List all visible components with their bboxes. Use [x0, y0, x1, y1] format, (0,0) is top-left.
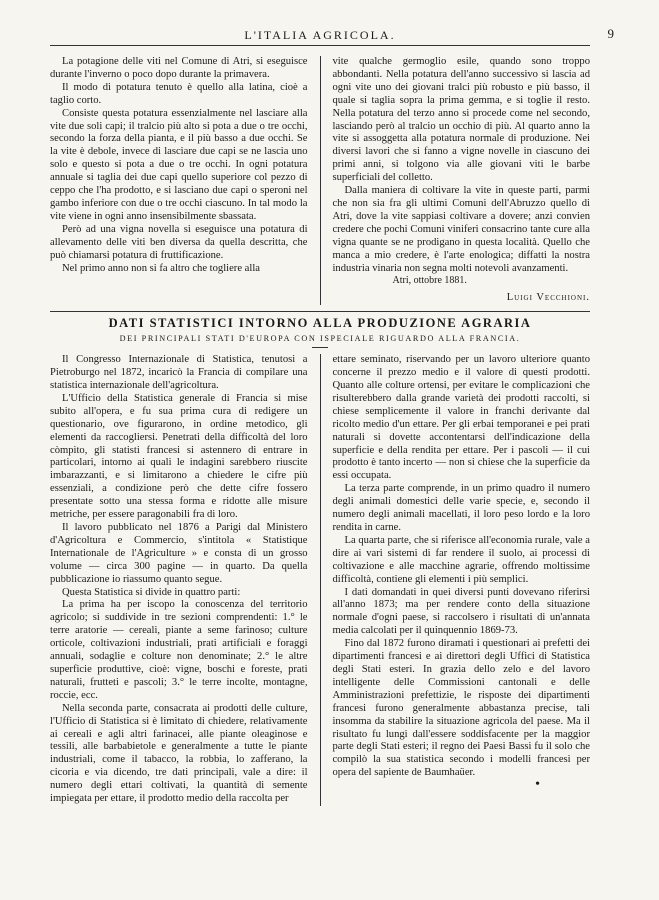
bottom-right-column — [332, 354, 590, 806]
paragraph: Il modo di potatura tenuto è quello alla latina, cioè a taglio corto. — [50, 81, 308, 106]
paragraph: Nel primo anno non si fa altro che togliere alla — [62, 262, 260, 274]
paragraph: Consiste questa potatura essenzialmente nel lasciare alla vite due soli capi; il tralcio più alto si pota a due o tre occhi, secondo la forza della pianta, e il più basso a due occhi. Se la vite è debole, invece di lasciare due capi se ne lascia uno solo e questo si pota a due o tre occhi. In ogni potatura annuale si taglia dei due capi quello superiore col pezzo di ceppo che l'ha prodotto, e si lasciano due capi o speroni nel gambo inferiore con due o tre occhi ciascuno. In tal modo la vite viene in ogni anno insensibilmente sbassata. — [50, 107, 308, 222]
paragraph: La potagione delle viti nel Comune di Atri, si eseguisce durante l'inverno o poco dopo durante la primavera. — [50, 56, 308, 80]
running-head — [50, 26, 614, 46]
top-columns — [50, 56, 590, 305]
paragraph: La prima ha per iscopo la conoscenza del territorio agricolo; si suddivide in tre sezioni comprendenti: 1.° le terre aratorie — cereali, piante a seme farinoso; culture orticole, coltivazioni industriali, prati artificiali e foraggi annuali, sodaglie e colture non denominate; 2.° le altre superficie produttive, cioè: vigne, boschi e foreste, prati naturali, frutteti e pascoli; 3.° le terre incolte, montagne, roccie, ecc. — [50, 599, 308, 701]
section-short-rule — [312, 347, 328, 348]
top-right-column — [332, 56, 590, 305]
paragraph: vite qualche germoglio esile, quando sono troppo abbondanti. Nella potatura dell'anno successivo si lascia ad ogni vite uno dei giovani tralci più robusto e più basso, il quale si taglia sopra la prima gemma, e si toglie il resto. Nella potatura del terzo anno si procede come nel secondo, lasciando però al tralcio un occhio di più. Al quarto anno la vite si assoggetta alla potatura normale di produzione. Nei diversi lavori che si fanno a vigne novelle in ciascuno dei primi anni, si tolgono via alle giovani viti le barbe superficiali del colletto. — [332, 56, 590, 184]
paragraph: Nella seconda parte, consacrata ai prodotti delle culture, l'Ufficio di Statistica si è limitato di chiedere, relativamente ai cereali e agli altri farinacei, alle piante oleaginose e tessili, alle barbabietole e generalmente a tutte le piante industriali, come il tabacco, la robbia, lo zafferano, la cicoria e via dicendo, tre dati principali, vale a dire: il numero degli ettari coltivati, la quantità di semente impiegata per ettare, il prodotto medio della raccolta per — [50, 702, 308, 805]
top-left-column — [50, 56, 308, 305]
bottom-left-column — [50, 354, 308, 806]
page — [50, 26, 614, 806]
end-mark: • — [535, 777, 540, 793]
header-rule — [50, 45, 590, 46]
author-signature: Luigi Vecchioni. — [506, 292, 590, 304]
section-title: DATI STATISTICI INTORNO ALLA PRODUZIONE AGRARIA — [108, 316, 532, 331]
bottom-columns — [50, 354, 590, 806]
page-number: 9 — [607, 26, 614, 41]
letter-date: Atri, ottobre 1881. — [392, 275, 467, 287]
section-top-rule — [50, 311, 590, 312]
paragraph: Il Congresso Internazionale di Statistica, tenutosi a Pietroburgo nel 1872, incaricò la Francia di compilare una statistica internazionale dell'agricoltura. — [50, 354, 308, 392]
paragraph: Il lavoro pubblicato nel 1876 a Parigi dal Ministero d'Agricoltura e Commercio, s'intitola « Statistique Internationale de l'Agriculture » e consta di un grosso volume — circa 300 pagine — in quarto. Da quella pubblicazione io riassumo quanto segue. — [50, 522, 308, 585]
section-subtitle: DEI PRINCIPALI STATI D'EUROPA CON ISPECIALE RIGUARDO ALLA FRANCIA. — [119, 334, 521, 344]
column-divider — [320, 354, 321, 806]
paragraph: I dati domandati in quei diversi punti dovevano riferirsi all'anno 1873; ma per rendere conto della situazione normale d'ogni paese, si raccolsero i risultati di un'annata media calcolati per il quinquennio 1869-73. — [332, 586, 590, 637]
paragraph: L'Ufficio della Statistica generale di Francia si mise subito all'opera, e fu sua prima cura di redigere un questionario, ove figurarono, in ordine metodico, gli elementi da raccogliersi. Penetrati della difficoltà del loro còmpito, gli statisti francesi si astennero di entrare in particolari, intorno ai quali le indagini sarebbero riuscite imbarazzanti, e si limitarono a chiedere le cifre più essenziali, a condizione però che dette cifre fossero presentate sotto una stessa forma e ridotte alle misure metriche, per essere paragonabili fra di loro. — [50, 392, 308, 521]
paragraph: Questa Statistica si divide in quattro parti: — [62, 586, 241, 598]
paragraph: ettare seminato, riservando per un lavoro ulteriore quanto concerne il prezzo medio e il valore di questi prodotti. Quanto alle colture ortensi, per evitare le complicazioni che risulterebbero dalla grande varietà dei prodotti raccolti, si chiese semplicemente il valore in franchi derivante dal ricolto medio d'un ettare. Per gli erbai temporanei e pei prati naturali si dovette accontentarsi dell'indicazione della superficie e della rendita per ettare. Per i pascoli — il cui prodotto è tanto incerto — non si chiese che la superficie da essi occupata. — [332, 354, 590, 482]
journal-title: L'ITALIA AGRICOLA. — [244, 28, 396, 42]
paragraph: Però ad una vigna novella si eseguisce una potatura di allevamento delle viti ben diversa da quella descritta, che può chiamarsi potatura di fruttificazione. — [50, 223, 308, 261]
paragraph: La quarta parte, che si riferisce all'economia rurale, vale a dire ai vari sistemi di far rendere il suolo, ai processi di coltivazione e alle macchine agrarie, offrendo moltissime difficoltà, contiene gli elementi i più semplici. — [332, 534, 590, 585]
paragraph: Fino dal 1872 furono diramati i questionari ai prefetti dei dipartimenti francesi e ai direttori degli Uffici di Statistica degli Stati esteri. In grazia dello zelo e del lavoro intelligente delle Commissioni cantonali e delle Amministrazioni prefettizie, le risposte dei dipartimenti francesi furono generalmente abbastanza precise, tali insomma da stabilire la situazione agricola del paese. Ma il risultato fu lungi dall'essere soddisfacente per la maggior parte degli Stati esteri; il regno dei Paesi Bassi fu il solo che compilò la sua statistica secondo i modelli francesi per opera del sapiente de Baumhaüer. — [332, 638, 590, 779]
column-divider — [320, 56, 321, 305]
paragraph: La terza parte comprende, in un primo quadro il numero degli animali domestici delle varie specie, e, secondo il numero degli animali macellati, il loro peso lordo e la loro rendita in carne. — [332, 483, 590, 533]
paragraph: Dalla maniera di coltivare la vite in queste parti, parmi che non sia fra gli ultimi Comuni dell'Abruzzo quello di Atri, dove la vite sappiasi coltivare a dovere; anzi convien credere che pochi Comuni viniferi consacrino tante cure alla vigna quante se ne prodigano in questa località. Quello che manca a mio credere, è l'arte enologica; diffatti la nostra industria vinaria non segna molti notevoli avanzamenti. — [332, 185, 590, 274]
